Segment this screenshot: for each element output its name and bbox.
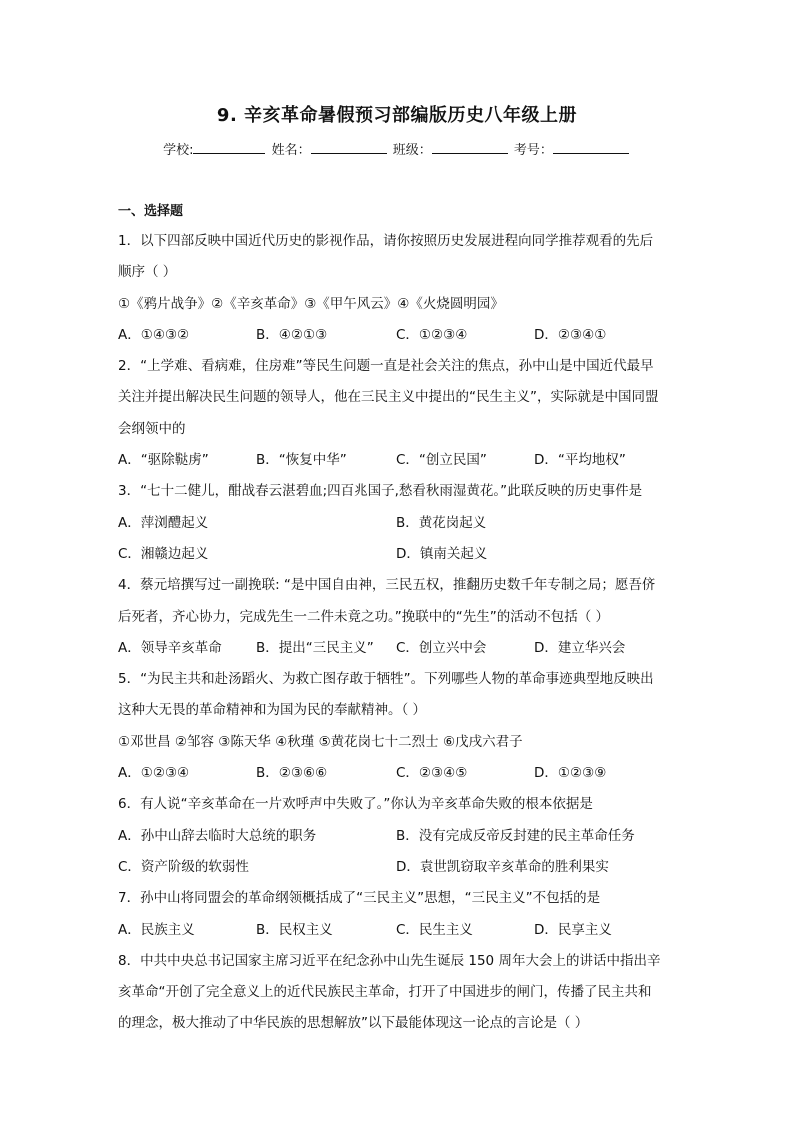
q6-option-d[interactable]: D．袁世凯窃取辛亥革命的胜利果实 <box>396 858 609 875</box>
q3-options-row-2 <box>118 539 678 570</box>
q4-option-a[interactable]: A．领导辛亥革命 <box>118 639 222 656</box>
school-label: 学校: <box>163 143 194 158</box>
student-info-row <box>0 140 794 160</box>
q1-option-c[interactable]: C．①②③④ <box>396 326 468 343</box>
q6-option-c[interactable]: C．资产阶级的软弱性 <box>118 858 249 875</box>
name-label: 姓名： <box>271 143 311 158</box>
q2-line-3: 会纲领中的 <box>118 420 186 437</box>
q7-option-d[interactable]: D．民享主义 <box>534 921 612 938</box>
q5-option-b[interactable]: B．②③⑥⑥ <box>256 765 328 782</box>
q5-option-a[interactable]: A．①②③④ <box>118 765 190 782</box>
q7-option-b[interactable]: B．民权主义 <box>256 921 333 938</box>
q8-line-3: 的理念，极大推动了中华民族的思想解放”以下最能体现这一论点的言论是（ ） <box>118 1015 589 1032</box>
q1-line-3: ①《鸦片战争》②《辛亥革命》③《甲午风云》④《火烧圆明园》 <box>118 295 504 312</box>
q3-option-c[interactable]: C．湘赣边起义 <box>118 545 209 562</box>
q8-line-2: 亥革命“开创了完全意义上的近代民族民主革命，打开了中国进步的闸门，传播了民主共和 <box>118 984 652 1001</box>
q5-options <box>118 758 678 789</box>
q1-option-d[interactable]: D．②③④① <box>534 326 607 343</box>
q8-line-1: 8．中共中央总书记国家主席习近平在纪念孙中山先生诞辰 150 周年大会上的讲话中指出辛 <box>118 952 661 969</box>
school-blank[interactable] <box>193 140 265 154</box>
q2-options <box>118 445 678 476</box>
q4-option-d[interactable]: D．建立华兴会 <box>534 639 626 656</box>
section-title: 一、选择题 <box>118 204 184 219</box>
q3-option-d[interactable]: D．镇南关起义 <box>396 545 488 562</box>
q6-option-a[interactable]: A．孙中山辞去临时大总统的职务 <box>118 827 317 844</box>
q5-option-d[interactable]: D．①②③⑨ <box>534 765 607 782</box>
q3-option-b[interactable]: B．黄花岗起义 <box>396 514 487 531</box>
q1-options <box>118 320 678 351</box>
q6-options-row-2 <box>118 852 678 883</box>
q1-line-2: 顺序（ ） <box>118 264 177 281</box>
q2-line-2: 关注并提出解决民生问题的领导人，他在三民主义中提出的“民生主义”，实际就是中国同盟 <box>118 389 659 406</box>
q5-line-2: 这种大无畏的革命精神和为国为民的奉献精神。（ ） <box>118 702 427 719</box>
q2-option-d[interactable]: D．“平均地权” <box>534 452 626 469</box>
q3-options-row-1 <box>118 508 678 539</box>
q7-line-1: 7．孙中山将同盟会的革命纲领概括成了“三民主义”思想，“三民主义”不包括的是 <box>118 890 601 907</box>
q2-option-c[interactable]: C．“创立民国” <box>396 452 487 469</box>
q1-option-b[interactable]: B．④②①③ <box>256 326 328 343</box>
q7-options <box>118 915 678 946</box>
q5-line-3: ①邓世昌 ②邹容 ③陈天华 ④秋瑾 ⑤黄花岗七十二烈士 ⑥戊戌六君子 <box>118 733 523 750</box>
q6-option-b[interactable]: B．没有完成反帝反封建的民主革命任务 <box>396 827 635 844</box>
q1-option-a[interactable]: A．①④③② <box>118 326 190 343</box>
q1-line-1: 1．以下四部反映中国近代历史的影视作品，请你按照历史发展进程向同学推荐观看的先后 <box>118 233 654 249</box>
q5-line-1: 5．“为民主共和赴汤蹈火、为救亡图存敢于牺牲”。下列哪些人物的革命事迹典型地反映出 <box>118 671 654 688</box>
q4-option-b[interactable]: B．提出“三民主义” <box>256 639 374 656</box>
q3-option-a[interactable]: A．萍浏醴起义 <box>118 514 209 531</box>
name-blank[interactable] <box>311 140 387 154</box>
q3-line-1: 3．“七十二健儿，酣战春云湛碧血;四百兆国子,愁看秋雨湿黄花。”此联反映的历史事件是 <box>118 483 643 500</box>
question-list <box>118 226 678 1040</box>
q4-options <box>118 633 678 664</box>
q4-line-2: 后死者，齐心协力，完成先生一二件未竟之功。”挽联中的“先生”的活动不包括（ ） <box>118 608 610 625</box>
page-title: 9. 辛亥革命暑假预习部编版历史八年级上册 <box>216 105 578 126</box>
q4-line-1: 4．蔡元培撰写过一副挽联: “是中国自由神，三民五权，推翻历史数千年专制之局；愿吾侪 <box>118 577 656 594</box>
q7-option-c[interactable]: C．民生主义 <box>396 921 473 938</box>
number-blank[interactable] <box>553 140 629 154</box>
class-label: 班级： <box>392 143 432 158</box>
class-blank[interactable] <box>432 140 508 154</box>
q4-option-c[interactable]: C．创立兴中会 <box>396 639 487 656</box>
q6-line-1: 6．有人说“辛亥革命在一片欢呼声中失败了。”你认为辛亥革命失败的根本依据是 <box>118 796 593 813</box>
q7-option-a[interactable]: A．民族主义 <box>118 921 195 938</box>
q5-option-c[interactable]: C．②③④⑤ <box>396 765 468 782</box>
q2-option-b[interactable]: B．“恢复中华” <box>256 452 347 469</box>
number-label: 考号： <box>513 143 553 158</box>
q6-options-row-1 <box>118 821 678 852</box>
q2-line-1: 2．“上学难、看病难，住房难”等民生问题一直是社会关注的焦点，孙中山是中国近代最早 <box>118 358 654 375</box>
q2-option-a[interactable]: A．“驱除鞑虏” <box>118 452 209 469</box>
